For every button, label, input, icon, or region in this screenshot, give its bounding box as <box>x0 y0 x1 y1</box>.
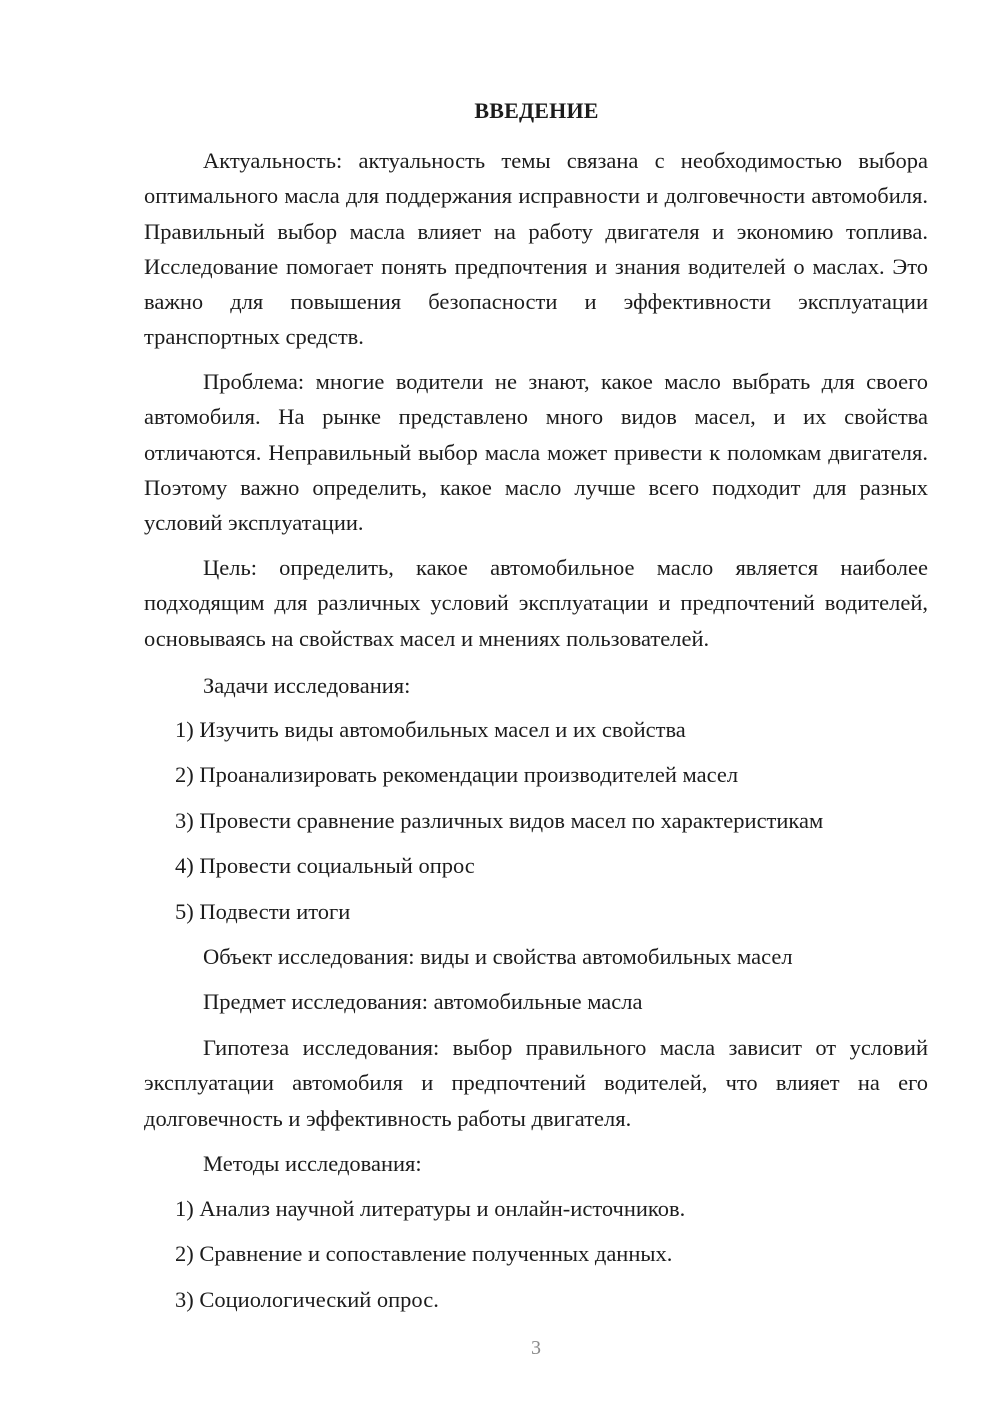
section-heading: ВВЕДЕНИЕ <box>474 98 599 123</box>
method-item-1: 1) Анализ научной литературы и онлайн-источников. <box>175 1196 686 1221</box>
tasks-label: Задачи исследования: <box>203 673 411 698</box>
subject-line: Предмет исследования: автомобильные масла <box>203 989 643 1014</box>
goal-paragraph: Цель: определить, какое автомобильное масло является наиболее подходящим для различных условий эксплуатации и предпочтений водителей, основываясь на свойствах масел и мнениях пользователей. <box>144 555 928 651</box>
task-item-4: 4) Провести социальный опрос <box>175 853 475 878</box>
problem-paragraph: Проблема: многие водители не знают, какое масло выбрать для своего автомобиля. На рынке представлено много видов масел, и их свойства отличаются. Неправильный выбор масла может привести к поломкам двигателя. Поэтому важно определить, какое масло лучше всего подходит для разных условий эксплуатации. <box>144 369 928 536</box>
method-item-3: 3) Социологический опрос. <box>175 1287 439 1312</box>
page-number: 3 <box>531 1337 541 1359</box>
hypothesis-paragraph: Гипотеза исследования: выбор правильного масла зависит от условий эксплуатации автомобиля и предпочтений водителей, что влияет на его долговечность и эффективность работы двигателя. <box>144 1035 928 1131</box>
methods-label: Методы исследования: <box>203 1151 422 1176</box>
method-item-2: 2) Сравнение и сопоставление полученных данных. <box>175 1241 673 1266</box>
task-item-3: 3) Провести сравнение различных видов масел по характеристикам <box>175 808 824 833</box>
task-item-5: 5) Подвести итоги <box>175 899 351 924</box>
object-line: Объект исследования: виды и свойства автомобильных масел <box>203 944 793 969</box>
task-item-1: 1) Изучить виды автомобильных масел и их свойства <box>175 717 686 742</box>
relevance-paragraph: Актуальность: актуальность темы связана с необходимостью выбора оптимального масла для поддержания исправности и долговечности автомобиля. Правильный выбор масла влияет на работу двигателя и экономию топлива. Исследование помогает понять предпочтения и знания водителей о маслах. Это важно для повышения безопасности и эффективности эксплуатации транспортных средств. <box>144 148 928 350</box>
task-item-2: 2) Проанализировать рекомендации производителей масел <box>175 762 739 787</box>
